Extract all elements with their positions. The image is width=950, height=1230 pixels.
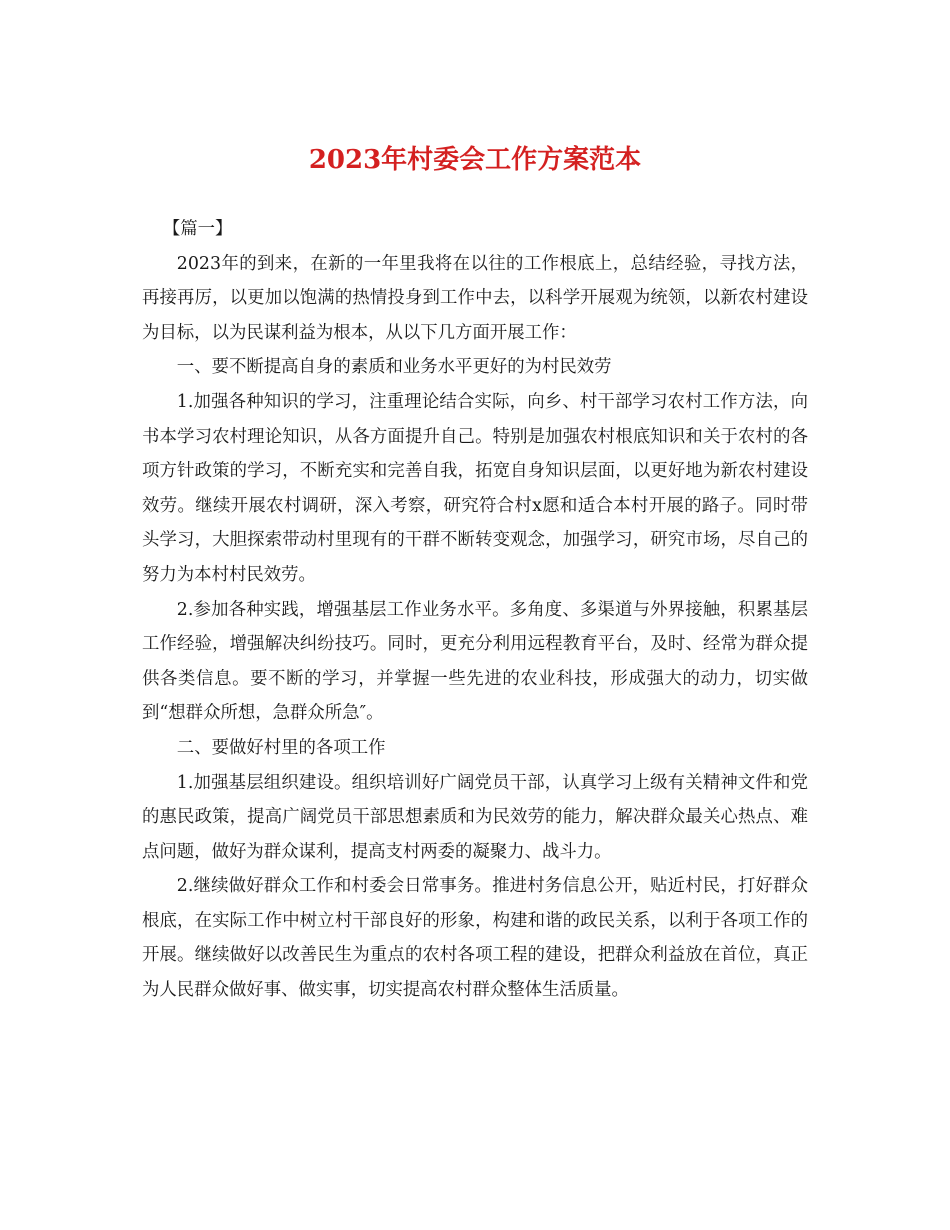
paragraph-2-1: 1.加强基层组织建设。组织培训好广阔党员干部，认真学习上级有关精神文件和党的惠民政策，提高广阔党员干部思想素质和为民效劳的能力，解决群众最关心热点、难点问题，做好为群众谋利，提高支村两委的凝聚力、战斗力。 — [142, 772, 808, 862]
document-title: 2023年村委会工作方案范本 — [308, 145, 642, 175]
paragraph-1-1: 1.加强各种知识的学习，注重理论结合实际，向乡、村干部学习农村工作方法，向书本学习农村理论知识，从各方面提升自己。特别是加强农村根底知识和关于农村的各项方针政策的学习，不断充实和完善自我，拓宽自身知识层面，以更好地为新农村建设效劳。继续开展农村调研，深入考察，研究符合村x愿和适合本村开展的路子。同时带头学习，大胆探索带动村里现有的干群不断转变观念，加强学习，研究市场，尽自己的努力为本村村民效劳。 — [142, 391, 808, 585]
paragraph-1-2: 2.参加各种实践，增强基层工作业务水平。多角度、多渠道与外界接触，积累基层工作经验，增强解决纠纷技巧。同时，更充分利用远程教育平台，及时、经常为群众提供各类信息。要不断的学习，并掌握一些先进的农业科技，形成强大的动力，切实做到“想群众所想，急群众所急″。 — [142, 599, 808, 724]
paragraph-2-2: 2.继续做好群众工作和村委会日常事务。推进村务信息公开，贴近村民，打好群众根底，在实际工作中树立村干部良好的形象，构建和谐的政民关系，以利于各项工作的开展。继续做好以改善民生为重点的农村各项工程的建设，把群众利益放在首位，真正为人民群众做好事、做实事，切实提高农村群众整体生活质量。 — [142, 876, 808, 1001]
heading-one: 一、要不断提高自身的素质和业务水平更好的为村民效劳 — [176, 357, 612, 378]
document-body — [142, 212, 808, 1008]
heading-two: 二、要做好村里的各项工作 — [176, 737, 386, 758]
intro-paragraph: 2023年的到来，在新的一年里我将在以往的工作根底上，总结经验，寻找方法，再接再厉，以更加以饱满的热情投身到工作中去，以科学开展观为统领，以新农村建设为目标，以为民谋利益为根本，从以下几方面开展工作： — [142, 253, 808, 343]
section-tag: 【篇一】 — [162, 219, 233, 239]
